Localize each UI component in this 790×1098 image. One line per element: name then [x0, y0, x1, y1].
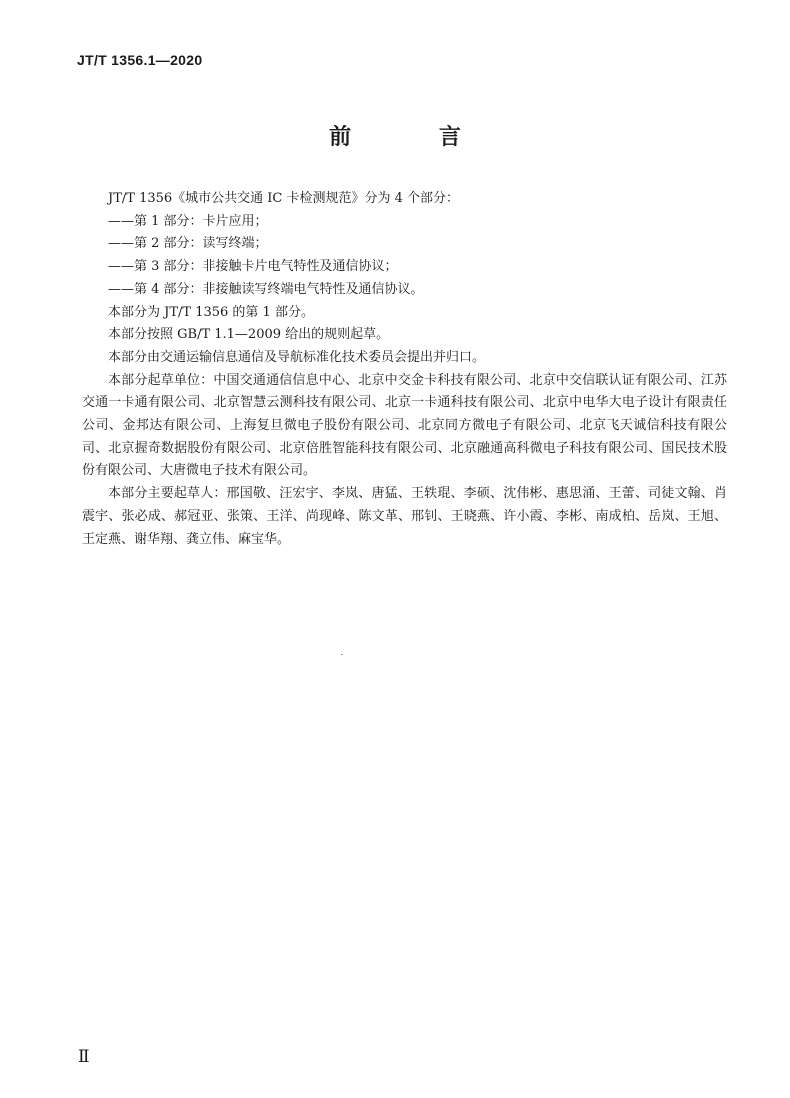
paragraph-scope: 本部分为 JT/T 1356 的第 1 部分。 [108, 304, 314, 320]
paragraph-drafters: 本部分主要起草人：邢国敬、汪宏宇、李岚、唐猛、王轶琨、李硕、沈伟彬、惠思涌、王蕾、司徒文翰、肖震宇、张必成、郝冠亚、张策、王洋、尚现峰、陈文革、邢钊、王晓燕、许小霞、李彬、南成柏、岳岚、王旭、王定燕、谢华翔、龚立伟、麻宝华。 [82, 486, 727, 547]
list-item-part-4: ——第 4 部分：非接触读写终端电气特性及通信协议。 [108, 281, 424, 297]
page-title: 前 言 [329, 125, 501, 150]
list-item-part-1: ——第 1 部分：卡片应用； [108, 213, 268, 229]
list-item-part-2: ——第 2 部分：读写终端； [108, 236, 268, 252]
paragraph-drafting-units: 本部分起草单位：中国交通通信信息中心、北京中交金卡科技有限公司、北京中交信联认证有限公司、江苏交通一卡通有限公司、北京智慧云测科技有限公司、北京一卡通科技有限公司、北京中电华大电子设计有限责任公司、金邦达有限公司、上海复旦微电子股份有限公司、北京同方微电子有限公司、北京飞天诚信科技有限公司、北京握奇数据股份有限公司、北京倍胜智能科技有限公司、北京融通高科微电子科技有限公司、国民技术股份有限公司、大唐微电子技术有限公司。 [82, 372, 727, 479]
foreword-body [82, 188, 727, 551]
page-number: Ⅱ [78, 1047, 90, 1066]
paragraph-drafting-rules: 本部分按照 GB/T 1.1—2009 给出的规则起草。 [108, 327, 390, 343]
paragraph-proposer: 本部分由交通运输信息通信及导航标准化技术委员会提出并归口。 [108, 349, 486, 365]
list-item-part-3: ——第 3 部分：非接触卡片电气特性及通信协议； [108, 259, 398, 275]
scan-speck [341, 654, 343, 655]
document-code: JT/T 1356.1—2020 [77, 52, 203, 68]
paragraph-intro: JT/T 1356《城市公共交通 IC 卡检测规范》分为 4 个部分： [108, 191, 460, 206]
